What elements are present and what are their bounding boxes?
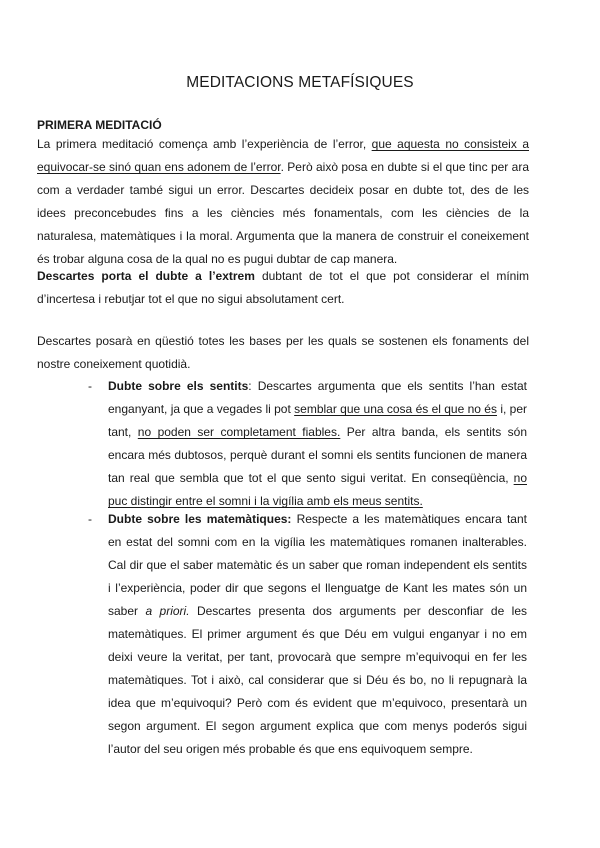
bold-text: Dubte sobre les matemàtiques: bbox=[108, 512, 292, 526]
list-dash: - bbox=[88, 512, 92, 526]
text-run: Descartes presenta dos arguments per desconfiar de les matemàtiques. El primer argument és que Déu em vulgui enganyar i no em deixi veure la veritat, per tant, provocarà que sempre m’equivoqui en fer les matemàtiques. Tot i això, cal considerar que si Déu és bo, no li repugnarà la idea que m’equivoqui? Però com és evident que m’equivoco, presentarà un segon argument. El segon argument explica que com menys poderós sigui l’autor del seu origen més probable és que ens equivoquem sempre. bbox=[108, 604, 527, 756]
list-dash: - bbox=[88, 379, 92, 393]
text-run: dubtant de tot el que pot considerar el mínim d’incertesa i rebutjar tot el que no sigui absolutament cert. bbox=[37, 269, 529, 306]
paragraph-doubt bbox=[37, 265, 529, 311]
underlined-text: no puc distingir entre el somni i la vigília amb els meus sentits. bbox=[108, 471, 527, 508]
underlined-text: no poden ser completament fiables. bbox=[137, 425, 341, 439]
paragraph-intro bbox=[37, 133, 529, 271]
text-run: La primera meditació comença amb l’experiència de l’error, bbox=[37, 137, 372, 151]
document-title: MEDITACIONS METAFÍSIQUES bbox=[186, 74, 414, 91]
underlined-text: semblar que una cosa és el que no és bbox=[294, 402, 497, 416]
italic-text: a priori. bbox=[145, 604, 190, 618]
section-heading: PRIMERA MEDITACIÓ bbox=[37, 118, 162, 132]
text-run: : Descartes argumenta que els sentits l’han estat enganyant, ja que a vegades li pot bbox=[108, 379, 527, 416]
paragraph-bases: Descartes posarà en qüestió totes les bases per les quals se sostenen els fonaments del nostre coneixement quotidià. bbox=[37, 334, 529, 371]
list-item-mathematics bbox=[108, 508, 527, 761]
bold-text: Dubte sobre els sentits bbox=[108, 379, 249, 393]
text-run: Per altra banda, els sentits són encara més dubtosos, perquè durant el somni els sentits funcionen de manera tan real que sembla que tot el que sento sigui veritat. En conseqüència, bbox=[108, 425, 528, 485]
text-run: . Però això posa en dubte si el que tinc per ara com a verdader també sigui un error. Descartes decideix posar en dubte tot, des de les idees preconcebudes fins a les ciències més fonamentals, com les ciències de la naturalesa, matemàtiques i la moral. Argumenta que la manera de construir el coneixement és trobar alguna cosa de la qual no es pugui dubtar de cap manera. bbox=[37, 160, 529, 266]
list-item-senses bbox=[108, 375, 527, 513]
bold-text: Descartes porta el dubte a l’extrem bbox=[37, 269, 255, 283]
text-run: Respecte a les matemàtiques encara tant en estat del somni com en la vigília les matemàtiques romanen inalterables. Cal dir que el saber matemàtic és un saber que roman independent els sentits i l’experiència, poder dir que segons el llenguatge de Kant les mates són un saber bbox=[108, 512, 527, 618]
text-run: i, per tant, bbox=[108, 402, 527, 439]
underlined-text: que aquesta no consisteix a equivocar-se sinó quan ens adonem de l’error bbox=[37, 137, 529, 174]
